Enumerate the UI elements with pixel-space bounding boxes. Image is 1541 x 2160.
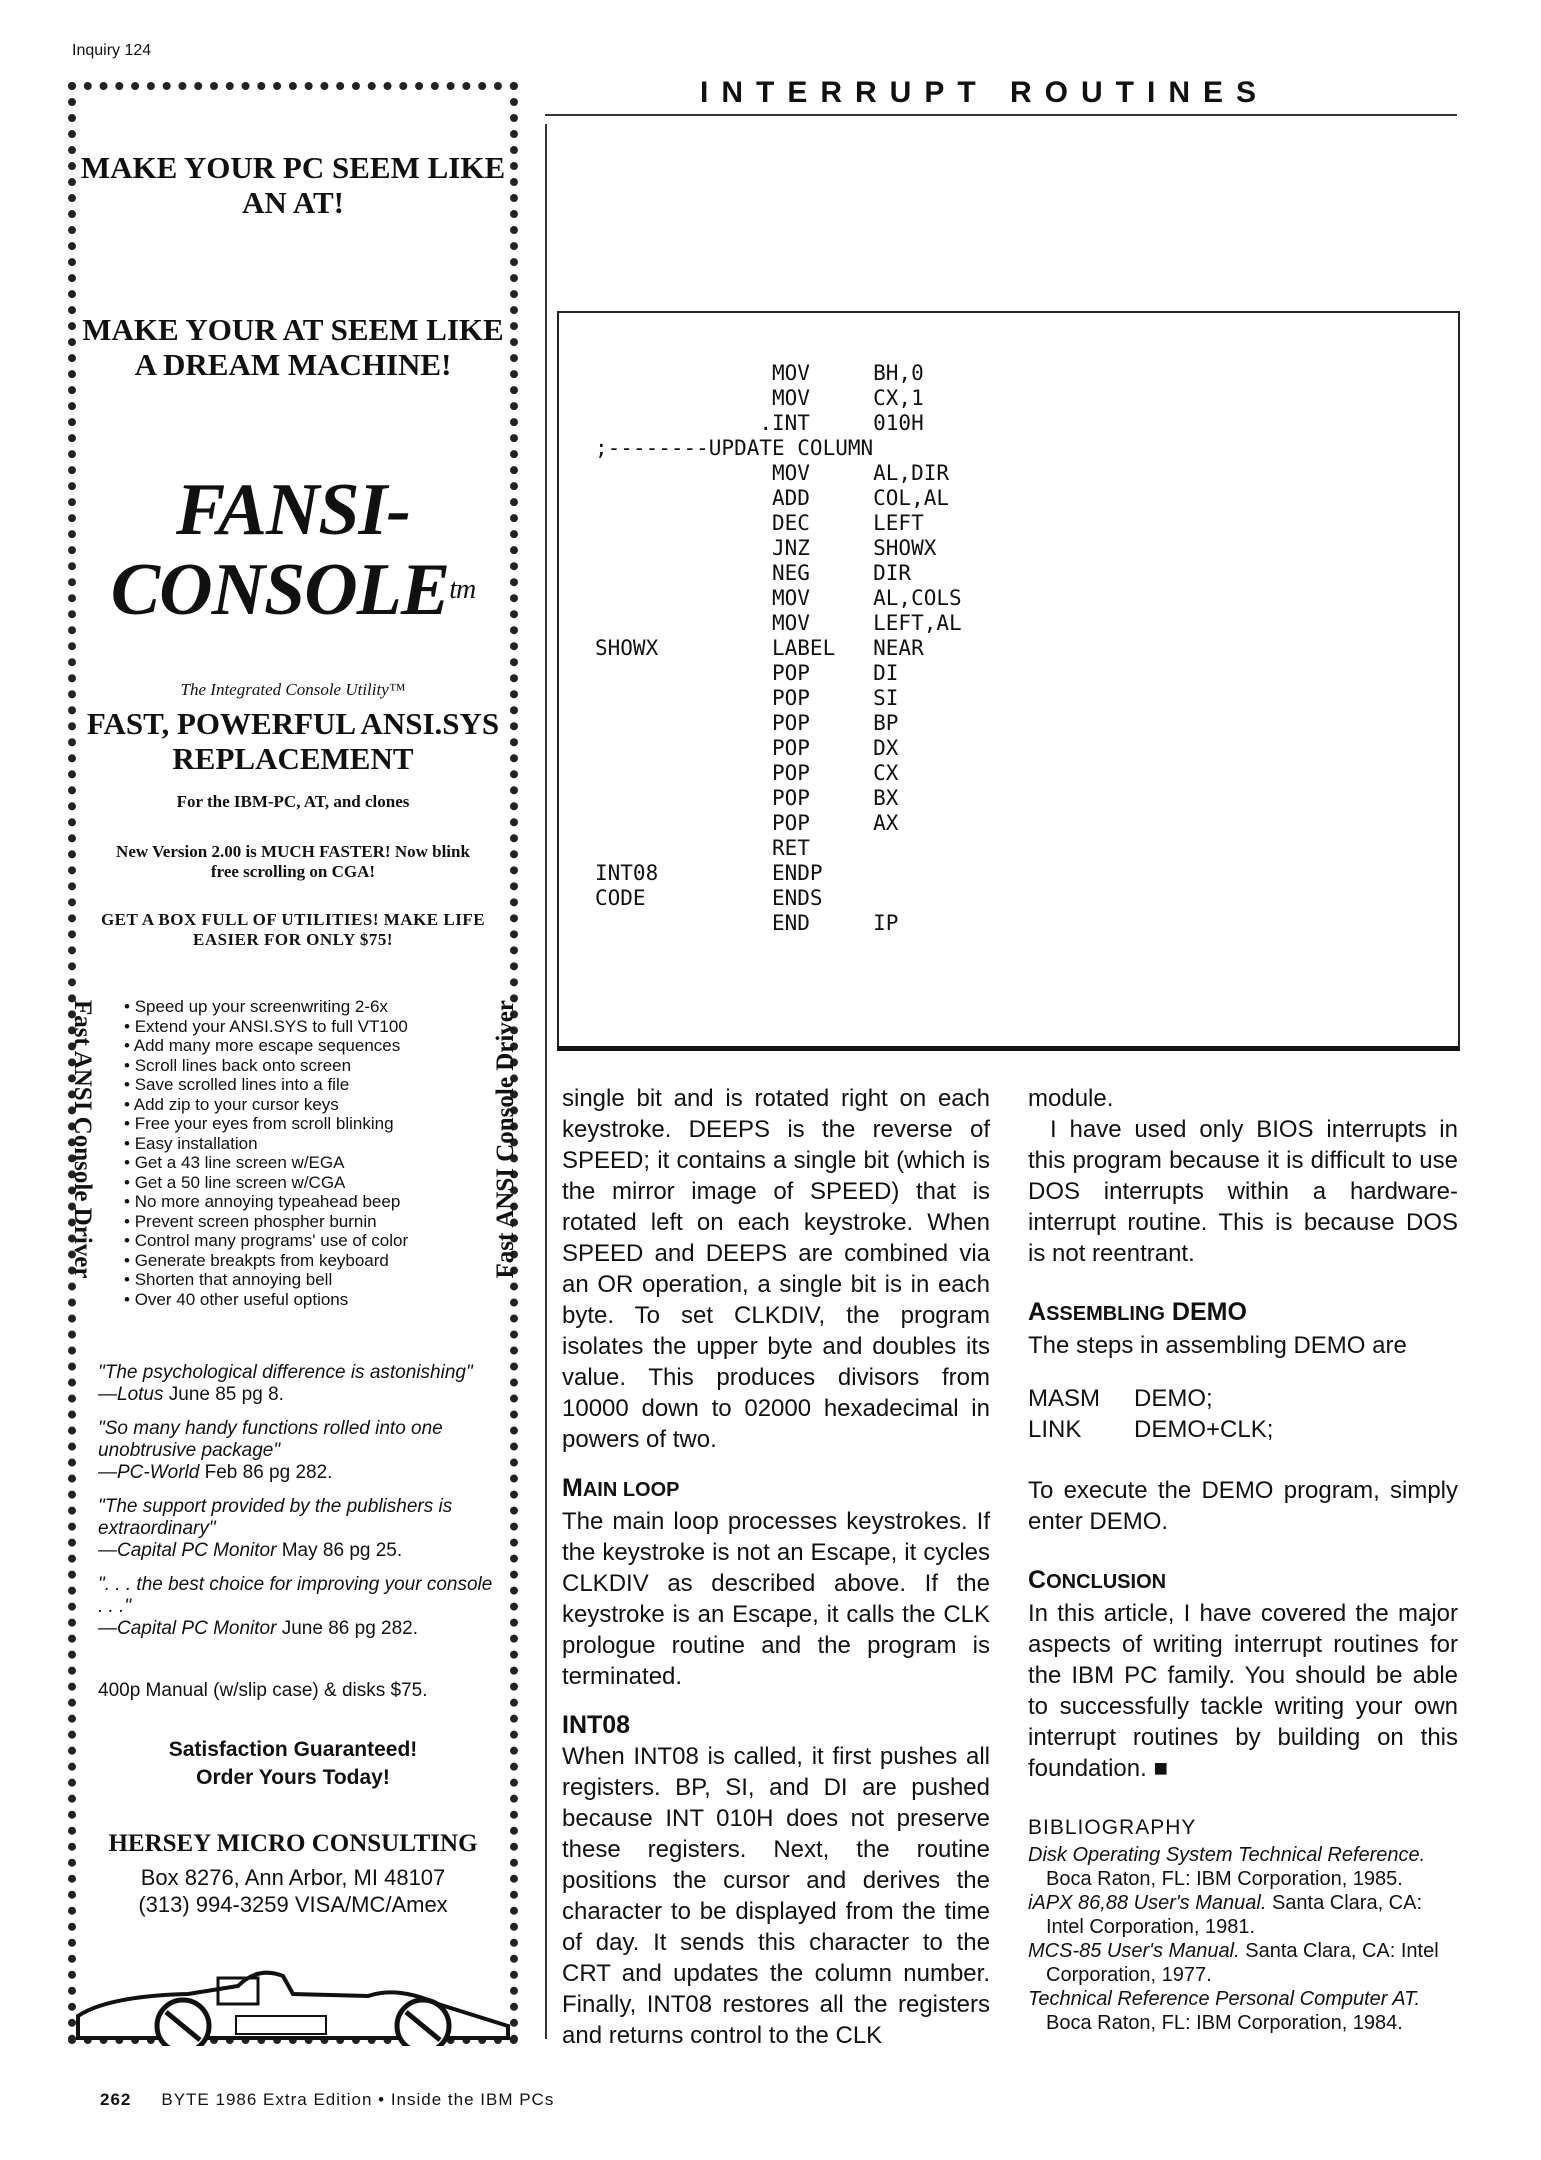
ad-testimonials [98, 1362, 498, 1652]
testimonial-ref: June 85 pg 8. [163, 1384, 284, 1405]
assembly-code-listing: MOV BH,0 MOV CX,1 .INT 010H ;--------UPDATE COLUMN MOV AL,DIR ADD COL,AL DEC LEFT JNZ SHOWX NEG DIR MOV AL,COLS MOV LEFT,AL SHOWX LABEL NEAR POP DI POP SI POP BP POP DX POP CX POP BX POP AX RET INT08 ENDP CODE ENDS END IP [595, 361, 962, 935]
testimonial [98, 1418, 498, 1484]
paragraph: To execute the DEMO program, simply enter DEMO. [1028, 1477, 1458, 1535]
fansi-console-advertisement [68, 82, 518, 2044]
heading-initial: C [1028, 1566, 1047, 1594]
paragraph: single bit and is rotated right on each keystroke. DEEPS is the reverse of SPEED; it contains a single bit (which is the mirror image of SPEED) that is rotated left on each keystroke. When SPEED and DEEPS are combined via an OR operation, a single bit is in each byte. To set CLKDIV, the program isolates the upper byte and doubles its value. This produces divisors from 10000 down to 02000 hexadecimal in powers of two. [562, 1085, 990, 1453]
testimonial-text: "The psychological difference is astonishing" [98, 1362, 473, 1383]
testimonial [98, 1362, 498, 1406]
paragraph: The main loop processes keystrokes. If the keystroke is not an Escape, it cycles CLKDIV as described above. If the keystroke is an Escape, it calls the CLK prologue routine and the program is terminated. [562, 1508, 990, 1690]
list-item: • Save scrolled lines into a file [124, 1075, 474, 1095]
list-item: • Get a 50 line screen w/CGA [124, 1173, 474, 1193]
heading-rest: AIN LOOP [582, 1479, 680, 1501]
paragraph: I have used only BIOS interrupts in this program because it is difficult to use DOS interrupts within a hardware-interrupt routine. This is because DOS is not reentrant. [1028, 1116, 1458, 1267]
ad-headline-1: MAKE YOUR PC SEEM LIKE AN AT! [80, 150, 506, 220]
bib-title: Technical Reference Personal Computer AT. [1028, 1988, 1421, 2010]
ad-feature-list [124, 997, 474, 1309]
logo-line-1: FANSI- [176, 469, 410, 551]
list-item: • Prevent screen phospher burnin [124, 1212, 474, 1232]
command-arg: DEMO; [1134, 1385, 1213, 1412]
paragraph: In this article, I have covered the major aspects of writing interrupt routines for the IBM PC family. You should be able to successfully tackle writing your own interrupt routines by building on this foundation. ■ [1028, 1600, 1458, 1782]
ad-company-name: HERSEY MICRO CONSULTING [108, 1830, 478, 1857]
testimonial-attribution [98, 1462, 498, 1484]
list-item: • Over 40 other useful options [124, 1290, 474, 1310]
trademark-mark: tm [449, 574, 476, 605]
ad-tagline: The Integrated Console Utility™ [180, 680, 406, 699]
testimonial-ref: Feb 86 pg 282. [199, 1462, 333, 1483]
bib-details: Boca Raton, FL: IBM Corporation, 1984. [1046, 2012, 1403, 2034]
heading-rest: ONCLUSION [1046, 1571, 1167, 1593]
article-column-2 [1028, 1083, 1458, 2035]
bib-title: MCS-85 User's Manual. [1028, 1940, 1240, 1962]
testimonial-text: "The support provided by the publishers is extraordinary" [98, 1496, 453, 1539]
address-line-2: (313) 994-3259 VISA/MC/Amex [138, 1892, 448, 1917]
ad-headline-2: MAKE YOUR AT SEEM LIKE A DREAM MACHINE! [82, 312, 504, 382]
list-item: • Control many programs' use of color [124, 1231, 474, 1251]
heading-initial: M [562, 1474, 583, 1502]
testimonial-source: —PC-World [98, 1462, 200, 1483]
bibliography-entry [1028, 1891, 1458, 1939]
heading-initial: A [1028, 1298, 1047, 1326]
testimonial-text: ". . . the best choice for improving your console . . ." [98, 1574, 493, 1617]
testimonial-attribution [98, 1384, 498, 1406]
article-column-1 [562, 1083, 990, 2051]
bibliography-entry [1028, 1987, 1458, 2035]
ad-side-label-left: Fast ANSI Console Driver [69, 1000, 96, 1279]
section-heading-int08: INT08 [562, 1711, 631, 1739]
ad-headline-3: FAST, POWERFUL ANSI.SYS REPLACEMENT [86, 706, 500, 776]
bibliography-title: BIBLIOGRAPHY [1028, 1816, 1197, 1839]
list-item: • Scroll lines back onto screen [124, 1056, 474, 1076]
bib-title: Disk Operating System Technical Reference. [1028, 1844, 1426, 1866]
bib-details: Santa Clara, CA: Intel Corporation, 1981. [1046, 1892, 1423, 1938]
paragraph: module. [1028, 1085, 1114, 1112]
command-name: LINK [1028, 1416, 1082, 1443]
testimonial-source: —Capital PC Monitor [98, 1540, 277, 1561]
column-divider [545, 124, 547, 2039]
guarantee-line-1: Satisfaction Guaranteed! [168, 1738, 418, 1761]
page-number: 262 [100, 2090, 132, 2109]
list-item: • No more annoying typeahead beep [124, 1192, 474, 1212]
running-head: INTERRUPT ROUTINES [700, 76, 1270, 109]
testimonial-text: "So many handy functions rolled into one unobtrusive package" [98, 1418, 443, 1461]
testimonial [98, 1496, 498, 1562]
command-name: MASM [1028, 1385, 1100, 1412]
paragraph: The steps in assembling DEMO are [1028, 1332, 1407, 1359]
ad-platform-line: For the IBM-PC, AT, and clones [176, 792, 410, 811]
ad-version-line: New Version 2.00 is MUCH FASTER! Now blink free scrolling on CGA! [116, 842, 470, 881]
page-footer [100, 2090, 554, 2110]
paragraph: When INT08 is called, it first pushes all registers. BP, SI, and DI are pushed because INT 010H does not preserve these registers. Next, the routine positions the cursor and derives the character to be displayed from the time of day. It sends this character to the CRT and updates the column number. Finally, INT08 restores all the registers and returns control to the CLK [562, 1743, 990, 2049]
logo-console-text: CONSOLE [110, 549, 450, 631]
section-heading-conclusion [1028, 1565, 1458, 1598]
header-rule [545, 114, 1457, 116]
list-item: • Generate breakpts from keyboard [124, 1251, 474, 1271]
ad-address [76, 1864, 510, 1918]
fansi-console-logo [76, 470, 510, 630]
list-item: • Easy installation [124, 1134, 474, 1154]
testimonial [98, 1574, 498, 1640]
command-line [1028, 1383, 1458, 1414]
ad-guarantee [76, 1736, 510, 1792]
list-item: • Shorten that annoying bell [124, 1270, 474, 1290]
list-item: • Add many more escape sequences [124, 1036, 474, 1056]
ad-side-label-right: Fast ANSI Console Driver [492, 1000, 519, 1279]
testimonial-attribution [98, 1540, 498, 1562]
footer-publication: BYTE 1986 Extra Edition • Inside the IBM PCs [161, 2090, 555, 2109]
bib-title: iAPX 86,88 User's Manual. [1028, 1892, 1267, 1914]
bib-details: Boca Raton, FL: IBM Corporation, 1985. [1046, 1868, 1403, 1890]
testimonial-ref: June 86 pg 282. [276, 1618, 419, 1639]
code-listing-box [557, 311, 1460, 1051]
section-heading-main-loop [562, 1473, 990, 1506]
testimonial-source: —Capital PC Monitor [98, 1618, 277, 1639]
ad-price: 400p Manual (w/slip case) & disks $75. [98, 1680, 428, 1701]
list-item: • Extend your ANSI.SYS to full VT100 [124, 1017, 474, 1037]
list-item: • Speed up your screenwriting 2-6x [124, 997, 474, 1017]
testimonial-source: —Lotus [98, 1384, 164, 1405]
testimonial-attribution [98, 1618, 498, 1640]
ad-offer-line: GET A BOX FULL OF UTILITIES! MAKE LIFE EASIER FOR ONLY $75! [100, 910, 486, 949]
heading-rest: SSEMBLING [1046, 1303, 1165, 1325]
inquiry-number: Inquiry 124 [72, 42, 152, 59]
address-line-1: Box 8276, Ann Arbor, MI 48107 [140, 1865, 446, 1890]
bib-details: Santa Clara, CA: Intel Corporation, 1977. [1046, 1940, 1439, 1986]
guarantee-line-2: Order Yours Today! [196, 1766, 390, 1789]
bibliography-entry [1028, 1939, 1458, 1987]
heading-demo: DEMO [1164, 1298, 1247, 1326]
logo-line-2 [76, 550, 510, 630]
bibliography-entry [1028, 1843, 1458, 1891]
command-line [1028, 1414, 1458, 1445]
list-item: • Add zip to your cursor keys [124, 1095, 474, 1115]
testimonial-ref: May 86 pg 25. [276, 1540, 403, 1561]
race-car-illustration [68, 1956, 518, 2046]
command-arg: DEMO+CLK; [1134, 1416, 1274, 1443]
list-item: • Get a 43 line screen w/EGA [124, 1153, 474, 1173]
list-item: • Free your eyes from scroll blinking [124, 1114, 474, 1134]
section-heading-assembling-demo [1028, 1297, 1458, 1330]
